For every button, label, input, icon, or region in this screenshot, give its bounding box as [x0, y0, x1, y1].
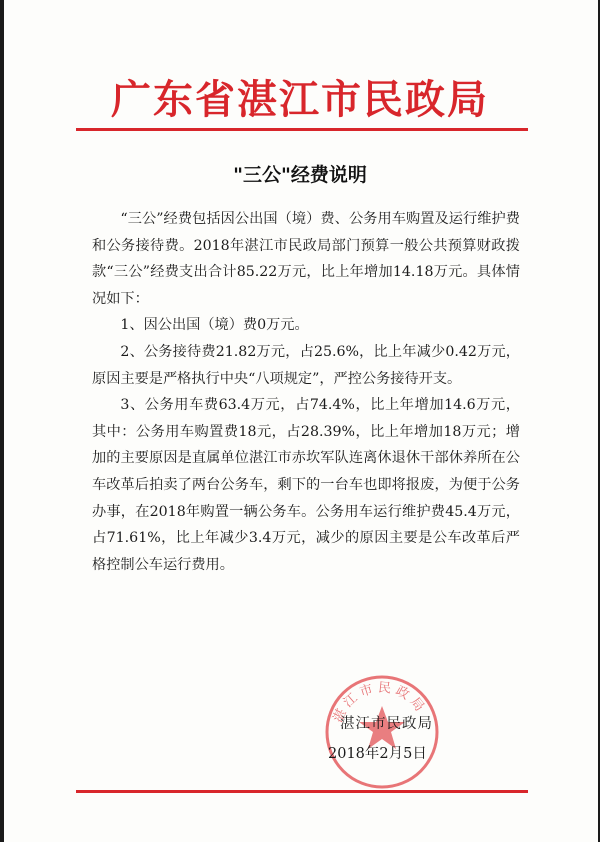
paragraph-intro: “三公”经费包括因公出国（境）费、公务用车购置及运行维护费和公务接待费。2018年湛江市民政局部门预算一般公共预算财政拨款“三公”经费支出合计85.22万元，比上年增加14.18万元。具体情况如下： [92, 211, 520, 307]
paragraph-item-3: 3、公务用车费63.4万元，占74.4%，比上年增加14.6万元，其中：公务用车购置费18元，占28.39%，比上年增加18万元；增加的主要原因是直属单位湛江市赤坎军队连离休退休干部休养所在公车改革后拍卖了两台公务车，剩下的一台车也即将报废，为便于公务办事，在2018年购置一辆公务车。公务用车运行维护费45.4万元，占71.61%，比上年减少3.4万元，减少的原因主要是公车改革后严格控制公车运行费用。 [92, 397, 520, 573]
paragraph-item-2: 2、公务接待费21.82万元，占25.6%，比上年减少0.42万元，原因主要是严格执行中央“八项规定”，严控公务接待开支。 [92, 343, 520, 387]
document-title: "三公"经费说明 [233, 164, 367, 186]
seal-text: 湛江市民政局 [330, 680, 430, 726]
paragraph-item-1: 1、因公出国（境）费0万元。 [120, 317, 309, 334]
signature-date: 2018年2月5日 [328, 746, 427, 762]
document-body [92, 206, 520, 578]
header-red-rule [76, 128, 528, 131]
agency-header-title: 广东省湛江市民政局 [111, 77, 489, 123]
scan-edge-left [0, 0, 4, 842]
footer-red-rule [76, 790, 528, 793]
signer-name: 湛江市民政局 [340, 716, 433, 732]
